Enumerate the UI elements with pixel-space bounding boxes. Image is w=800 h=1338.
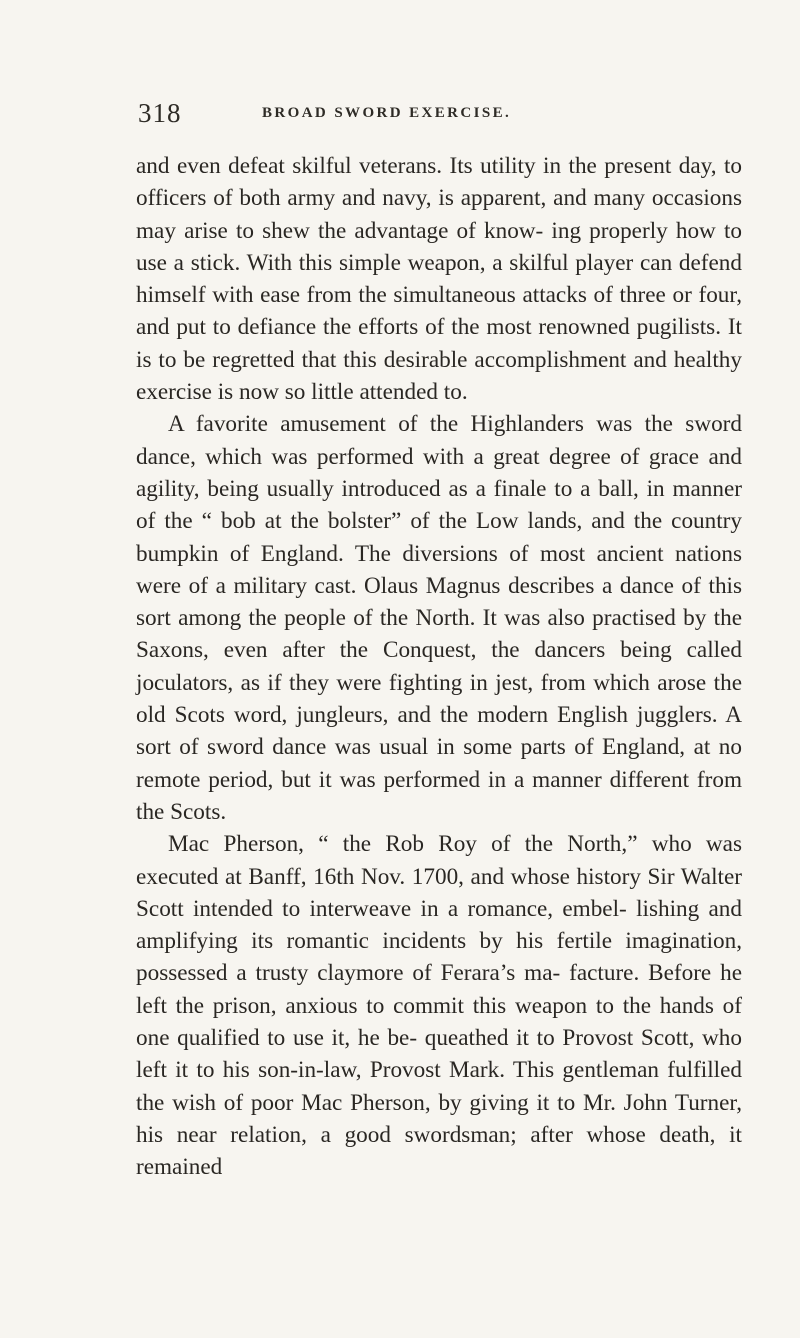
running-head: BROAD SWORD EXERCISE. bbox=[262, 105, 512, 121]
page-header bbox=[138, 98, 738, 138]
page-number: 318 bbox=[138, 98, 182, 128]
paragraph-continuation: and even defeat skilful veterans. Its utility in the present day, to officers of both army and navy, is apparent, and many occasions may arise to shew the advantage of know- ing properly how to use a stick. With this simple weapon, a skilful player can defend himself with ease from the simultaneous attacks of three or four, and put to defiance the efforts of the most renowned pugilists. It is to be regretted that this desirable accomplishment and healthy exercise is now so little attended to. bbox=[136, 153, 742, 406]
body-text bbox=[136, 150, 742, 1184]
paragraph-mac-pherson: Mac Pherson, “ the Rob Roy of the North,” who was executed at Banff, 16th Nov. 1700, and whose history Sir Walter Scott intended to interweave in a romance, embel- lishing and amplifying its romantic incidents by his fertile imagination, possessed a trusty claymore of Ferara’s ma- facture. Before he left the prison, anxious to commit this weapon to the hands of one qualified to use it, he be- queathed it to Provost Scott, who left it to his son-in-law, Provost Mark. This gentleman fulfilled the wish of poor Mac Pherson, by giving it to Mr. John Turner, his near relation, a good swordsman; after whose death, it remained bbox=[136, 831, 742, 1181]
paragraph-sword-dance: A favorite amusement of the Highlanders was the sword dance, which was performed with a great degree of grace and agility, being usually introduced as a finale to a ball, in manner of the “ bob at the bolster” of the Low lands, and the country bumpkin of England. The diversions of most ancient nations were of a military cast. Olaus Magnus describes a dance of this sort among the people of the North. It was also practised by the Saxons, even after the Conquest, the dancers being called joculators, as if they were fighting in jest, from which arose the old Scots word, jungleurs, and the modern English jugglers. A sort of sword dance was usual in some parts of England, at no remote period, but it was performed in a manner different from the Scots. bbox=[136, 411, 742, 825]
